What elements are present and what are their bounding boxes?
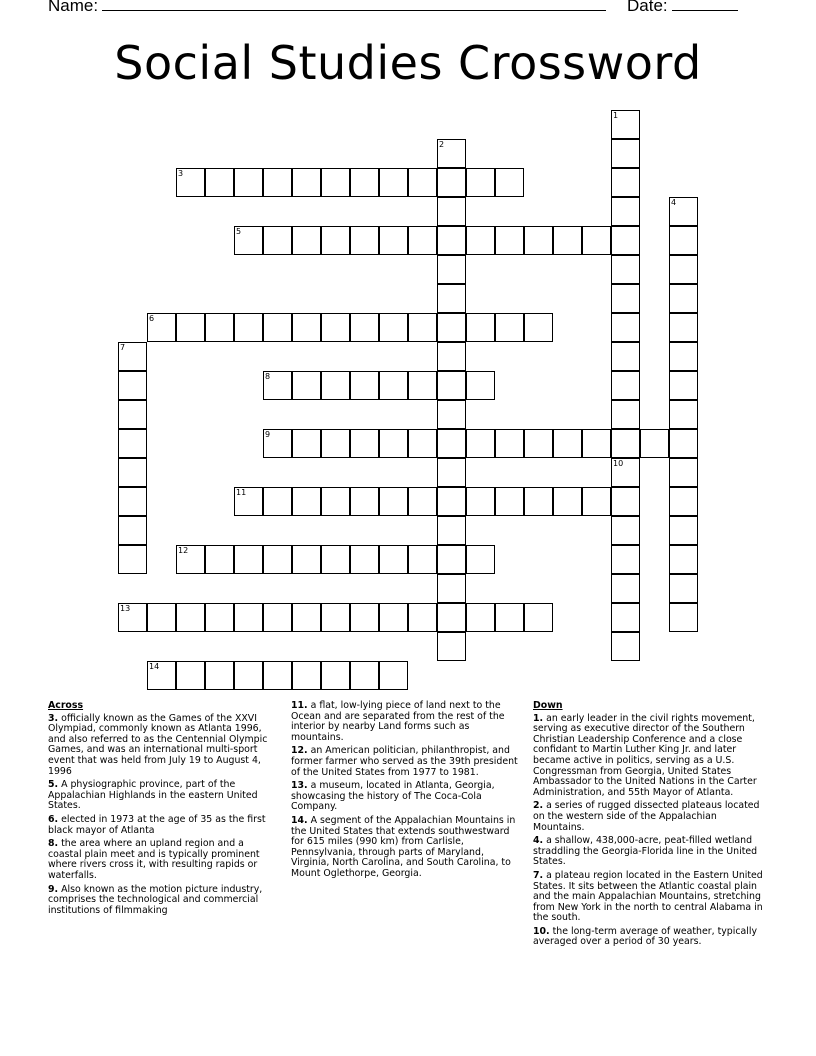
grid-cell[interactable] bbox=[611, 168, 640, 197]
grid-cell[interactable] bbox=[118, 458, 147, 487]
grid-cell[interactable] bbox=[669, 400, 698, 429]
grid-cell[interactable] bbox=[379, 168, 408, 197]
grid-cell[interactable] bbox=[292, 487, 321, 516]
grid-cell[interactable] bbox=[118, 371, 147, 400]
grid-cell[interactable] bbox=[205, 545, 234, 574]
clue-text: a series of rugged dissected plateaus located on the western side of the Appalachian Mountains. bbox=[533, 800, 760, 833]
grid-cell[interactable] bbox=[118, 342, 147, 371]
clue-text: an early leader in the civil rights movement, serving as executive director of the Southern Christian Leadership Conference and a close confidant to Martin Luther King Jr. and later became active in politics, serving as a U.S. Congressman from Georgia, United States Ambassador to the United Nations in the Carter Administration, and 55th Mayor of Atlanta. bbox=[533, 712, 757, 798]
clue-number: 13. bbox=[291, 780, 308, 792]
grid-cell[interactable] bbox=[437, 197, 466, 226]
clue-text: a flat, low-lying piece of land next to the Ocean and are separated from the rest of the interior by nearby Land forms such as mountains. bbox=[291, 700, 505, 743]
clue-number: 11. bbox=[291, 700, 308, 711]
grid-cell[interactable] bbox=[234, 313, 263, 342]
cell-number: 10 bbox=[613, 459, 624, 468]
clue-text: a shallow, 438,000-acre, peat-filled wetland straddling the Georgia-Florida line in the United States. bbox=[533, 835, 758, 868]
grid-cell[interactable] bbox=[437, 574, 466, 603]
grid-cell[interactable] bbox=[524, 429, 553, 458]
across-heading: Across bbox=[48, 700, 84, 711]
grid-cell[interactable] bbox=[408, 226, 437, 255]
grid-cell[interactable] bbox=[437, 371, 466, 400]
grid-cell[interactable] bbox=[234, 661, 263, 690]
clue-text: A segment of the Appalachian Mountains in the United States that extends southwestward for 615 miles (990 km) from Carlisle, Pennsylvania, through parts of Maryland, Virginia, North Carolina, and South Carolina, to Mount Oglethorpe, Georgia. bbox=[291, 814, 516, 879]
clue-number: 10. bbox=[533, 925, 550, 937]
grid-cell[interactable] bbox=[205, 313, 234, 342]
grid-cell[interactable] bbox=[350, 429, 379, 458]
clue-item bbox=[291, 746, 521, 778]
grid-cell[interactable] bbox=[669, 226, 698, 255]
grid-cell[interactable] bbox=[611, 487, 640, 516]
cell-number: 2 bbox=[439, 140, 445, 149]
grid-cell[interactable] bbox=[350, 603, 379, 632]
grid-cell[interactable] bbox=[234, 226, 263, 255]
grid-cell[interactable] bbox=[321, 661, 350, 690]
grid-cell[interactable] bbox=[350, 226, 379, 255]
clue-item bbox=[533, 836, 765, 868]
grid-cell[interactable] bbox=[437, 139, 466, 168]
grid-cell[interactable] bbox=[118, 545, 147, 574]
grid-cell[interactable] bbox=[611, 545, 640, 574]
grid-cell[interactable] bbox=[437, 284, 466, 313]
clue-item bbox=[291, 816, 521, 880]
clue-number: 4. bbox=[533, 835, 544, 847]
grid-cell[interactable] bbox=[176, 661, 205, 690]
grid-cell[interactable] bbox=[437, 342, 466, 371]
date-label: Date: bbox=[627, 0, 668, 15]
grid-cell[interactable] bbox=[611, 284, 640, 313]
grid-cell[interactable] bbox=[437, 226, 466, 255]
cell-number: 4 bbox=[671, 198, 677, 207]
cell-number: 12 bbox=[178, 546, 189, 555]
grid-cell[interactable] bbox=[147, 603, 176, 632]
grid-cell[interactable] bbox=[524, 226, 553, 255]
grid-cell[interactable] bbox=[669, 487, 698, 516]
grid-cell[interactable] bbox=[611, 632, 640, 661]
grid-cell[interactable] bbox=[669, 574, 698, 603]
clue-item bbox=[291, 781, 521, 813]
grid-cell[interactable] bbox=[263, 487, 292, 516]
grid-cell[interactable] bbox=[437, 458, 466, 487]
grid-cell[interactable] bbox=[263, 168, 292, 197]
grid-cell[interactable] bbox=[437, 255, 466, 284]
clue-text: the long-term average of weather, typically averaged over a period of 30 years. bbox=[533, 925, 758, 948]
grid-cell[interactable] bbox=[147, 661, 176, 690]
grid-cell[interactable] bbox=[263, 661, 292, 690]
grid-cell[interactable] bbox=[495, 603, 524, 632]
clue-number: 5. bbox=[48, 779, 59, 791]
grid-cell[interactable] bbox=[147, 313, 176, 342]
grid-cell[interactable] bbox=[495, 429, 524, 458]
grid-cell[interactable] bbox=[321, 429, 350, 458]
grid-cell[interactable] bbox=[263, 371, 292, 400]
grid-cell[interactable] bbox=[466, 545, 495, 574]
grid-cell[interactable] bbox=[437, 168, 466, 197]
grid-cell[interactable] bbox=[234, 168, 263, 197]
grid-cell[interactable] bbox=[118, 400, 147, 429]
grid-cell[interactable] bbox=[611, 603, 640, 632]
grid-cell[interactable] bbox=[205, 168, 234, 197]
grid-cell[interactable] bbox=[379, 226, 408, 255]
clue-item bbox=[48, 714, 276, 778]
grid-cell[interactable] bbox=[466, 429, 495, 458]
grid-cell[interactable] bbox=[379, 313, 408, 342]
grid-cell[interactable] bbox=[669, 545, 698, 574]
grid-cell[interactable] bbox=[611, 139, 640, 168]
grid-cell[interactable] bbox=[669, 284, 698, 313]
grid-cell[interactable] bbox=[524, 487, 553, 516]
grid-cell[interactable] bbox=[321, 226, 350, 255]
grid-cell[interactable] bbox=[466, 487, 495, 516]
grid-cell[interactable] bbox=[321, 603, 350, 632]
down-heading: Down bbox=[533, 700, 563, 711]
grid-cell[interactable] bbox=[321, 371, 350, 400]
page-title: Social Studies Crossword bbox=[114, 36, 702, 90]
grid-cell[interactable] bbox=[611, 429, 640, 458]
grid-cell[interactable] bbox=[495, 226, 524, 255]
clue-text: A physiographic province, part of the Appalachian Highlands in the eastern United States. bbox=[48, 779, 258, 812]
grid-cell[interactable] bbox=[292, 168, 321, 197]
grid-cell[interactable] bbox=[437, 400, 466, 429]
grid-cell[interactable] bbox=[611, 226, 640, 255]
grid-cell[interactable] bbox=[495, 313, 524, 342]
grid-cell[interactable] bbox=[437, 516, 466, 545]
grid-cell[interactable] bbox=[292, 545, 321, 574]
grid-cell[interactable] bbox=[408, 487, 437, 516]
grid-cell[interactable] bbox=[553, 429, 582, 458]
clue-number: 9. bbox=[48, 883, 59, 895]
grid-cell[interactable] bbox=[408, 545, 437, 574]
name-label: Name: bbox=[48, 0, 99, 15]
grid-cell[interactable] bbox=[118, 603, 147, 632]
clue-text: Also known as the motion picture industry, comprises the technological and commercial institutions of filmmaking bbox=[48, 883, 263, 916]
grid-cell[interactable] bbox=[176, 313, 205, 342]
grid-cell[interactable] bbox=[321, 313, 350, 342]
clue-number: 14. bbox=[291, 814, 308, 826]
grid-cell[interactable] bbox=[379, 661, 408, 690]
grid-cell[interactable] bbox=[582, 226, 611, 255]
grid-cell[interactable] bbox=[350, 313, 379, 342]
clue-number: 1. bbox=[533, 712, 544, 724]
clue-item bbox=[48, 780, 276, 812]
grid-cell[interactable] bbox=[669, 603, 698, 632]
grid-cell[interactable] bbox=[611, 342, 640, 371]
grid-cell[interactable] bbox=[234, 545, 263, 574]
clue-text: a plateau region located in the Eastern United States. It sits between the Atlantic coastal plain and the main Appalachian Mountains, stretching from New York in the north to central Alabama in the south. bbox=[533, 869, 763, 924]
grid-cell[interactable] bbox=[611, 371, 640, 400]
grid-cell[interactable] bbox=[437, 632, 466, 661]
grid-cell[interactable] bbox=[292, 661, 321, 690]
grid-cell[interactable] bbox=[553, 487, 582, 516]
grid-cell[interactable] bbox=[669, 371, 698, 400]
cell-number: 3 bbox=[178, 169, 184, 178]
clue-item bbox=[533, 927, 765, 948]
clue-number: 7. bbox=[533, 869, 544, 881]
grid-cell[interactable] bbox=[466, 313, 495, 342]
grid-cell[interactable] bbox=[582, 429, 611, 458]
across-clues-column-2 bbox=[291, 701, 521, 883]
grid-cell[interactable] bbox=[118, 429, 147, 458]
grid-cell[interactable] bbox=[437, 603, 466, 632]
grid-cell[interactable] bbox=[292, 429, 321, 458]
clue-text: an American politician, philanthropist, and former farmer who served as the 39th president of the United States from 1977 to 1981. bbox=[291, 745, 518, 778]
grid-cell[interactable] bbox=[408, 371, 437, 400]
grid-cell[interactable] bbox=[408, 313, 437, 342]
clue-number: 8. bbox=[48, 838, 59, 850]
cell-number: 9 bbox=[265, 430, 271, 439]
grid-cell[interactable] bbox=[321, 168, 350, 197]
grid-cell[interactable] bbox=[350, 661, 379, 690]
grid-cell[interactable] bbox=[263, 313, 292, 342]
clue-item bbox=[48, 885, 276, 917]
grid-cell[interactable] bbox=[350, 487, 379, 516]
grid-cell[interactable] bbox=[205, 603, 234, 632]
grid-cell[interactable] bbox=[408, 429, 437, 458]
clue-text: elected in 1973 at the age of 35 as the first black mayor of Atlanta bbox=[48, 813, 266, 836]
grid-cell[interactable] bbox=[321, 545, 350, 574]
clue-text: a museum, located in Atlanta, Georgia, showcasing the history of The Coca-Cola Company. bbox=[291, 780, 495, 813]
grid-cell[interactable] bbox=[263, 545, 292, 574]
clue-number: 12. bbox=[291, 745, 308, 757]
grid-cell[interactable] bbox=[176, 603, 205, 632]
clue-item bbox=[291, 701, 521, 743]
clue-text: officially known as the Games of the XXVI Olympiad, commonly known as Atlanta 1996, and also referred to as the Centennial Olympic Games, and was an international multi-sport event that was held from July 19 to August 4, 1996 bbox=[48, 712, 268, 777]
clue-item bbox=[533, 714, 765, 799]
grid-cell[interactable] bbox=[495, 487, 524, 516]
grid-cell[interactable] bbox=[263, 603, 292, 632]
grid-cell[interactable] bbox=[118, 487, 147, 516]
grid-cell[interactable] bbox=[611, 400, 640, 429]
grid-cell[interactable] bbox=[118, 516, 147, 545]
grid-cell[interactable] bbox=[669, 255, 698, 284]
grid-cell[interactable] bbox=[582, 487, 611, 516]
grid-cell[interactable] bbox=[553, 226, 582, 255]
grid-cell[interactable] bbox=[292, 226, 321, 255]
grid-cell[interactable] bbox=[263, 429, 292, 458]
grid-cell[interactable] bbox=[611, 516, 640, 545]
grid-cell[interactable] bbox=[669, 197, 698, 226]
grid-cell[interactable] bbox=[234, 603, 263, 632]
grid-cell[interactable] bbox=[466, 226, 495, 255]
grid-cell[interactable] bbox=[437, 313, 466, 342]
grid-cell[interactable] bbox=[437, 487, 466, 516]
cell-number: 6 bbox=[149, 314, 155, 323]
grid-cell[interactable] bbox=[669, 458, 698, 487]
grid-cell[interactable] bbox=[176, 168, 205, 197]
clue-item bbox=[533, 871, 765, 924]
grid-cell[interactable] bbox=[292, 603, 321, 632]
clue-text: the area where an upland region and a coastal plain meet and is typically prominent where rivers cross it, with resulting rapids or waterfalls. bbox=[48, 838, 260, 881]
grid-cell[interactable] bbox=[524, 313, 553, 342]
grid-cell[interactable] bbox=[379, 603, 408, 632]
grid-cell[interactable] bbox=[524, 603, 553, 632]
clue-item bbox=[48, 839, 276, 881]
grid-cell[interactable] bbox=[611, 110, 640, 139]
cell-number: 8 bbox=[265, 372, 271, 381]
grid-cell[interactable] bbox=[379, 487, 408, 516]
grid-cell[interactable] bbox=[234, 487, 263, 516]
cell-number: 11 bbox=[236, 488, 247, 497]
grid-cell[interactable] bbox=[611, 458, 640, 487]
grid-cell[interactable] bbox=[263, 226, 292, 255]
grid-cell[interactable] bbox=[466, 371, 495, 400]
grid-cell[interactable] bbox=[292, 313, 321, 342]
clue-number: 2. bbox=[533, 800, 544, 812]
grid-cell[interactable] bbox=[379, 545, 408, 574]
grid-cell[interactable] bbox=[205, 661, 234, 690]
grid-cell[interactable] bbox=[669, 342, 698, 371]
grid-cell[interactable] bbox=[176, 545, 205, 574]
clue-number: 3. bbox=[48, 712, 59, 724]
grid-cell[interactable] bbox=[495, 168, 524, 197]
cell-number: 5 bbox=[236, 227, 242, 236]
grid-cell[interactable] bbox=[408, 603, 437, 632]
grid-cell[interactable] bbox=[669, 516, 698, 545]
grid-cell[interactable] bbox=[611, 255, 640, 284]
clue-number: 6. bbox=[48, 813, 59, 825]
down-clues-column bbox=[533, 701, 765, 951]
cell-number: 1 bbox=[613, 111, 619, 120]
grid-cell[interactable] bbox=[669, 429, 698, 458]
grid-cell[interactable] bbox=[437, 545, 466, 574]
grid-cell[interactable] bbox=[611, 313, 640, 342]
grid-cell[interactable] bbox=[408, 168, 437, 197]
across-clues-column-1 bbox=[48, 701, 276, 919]
grid-cell[interactable] bbox=[379, 429, 408, 458]
cell-number: 14 bbox=[149, 662, 160, 671]
grid-cell[interactable] bbox=[437, 429, 466, 458]
grid-cell[interactable] bbox=[466, 168, 495, 197]
grid-cell[interactable] bbox=[669, 313, 698, 342]
grid-cell[interactable] bbox=[379, 371, 408, 400]
cell-number: 7 bbox=[120, 343, 126, 352]
grid-cell[interactable] bbox=[350, 545, 379, 574]
grid-cell[interactable] bbox=[350, 371, 379, 400]
cell-number: 13 bbox=[120, 604, 131, 613]
grid-cell[interactable] bbox=[350, 168, 379, 197]
grid-cell[interactable] bbox=[466, 603, 495, 632]
grid-cell[interactable] bbox=[640, 429, 669, 458]
grid-cell[interactable] bbox=[611, 574, 640, 603]
clue-item bbox=[533, 801, 765, 833]
grid-cell[interactable] bbox=[292, 371, 321, 400]
grid-cell[interactable] bbox=[611, 197, 640, 226]
clue-item bbox=[48, 815, 276, 836]
grid-cell[interactable] bbox=[321, 487, 350, 516]
